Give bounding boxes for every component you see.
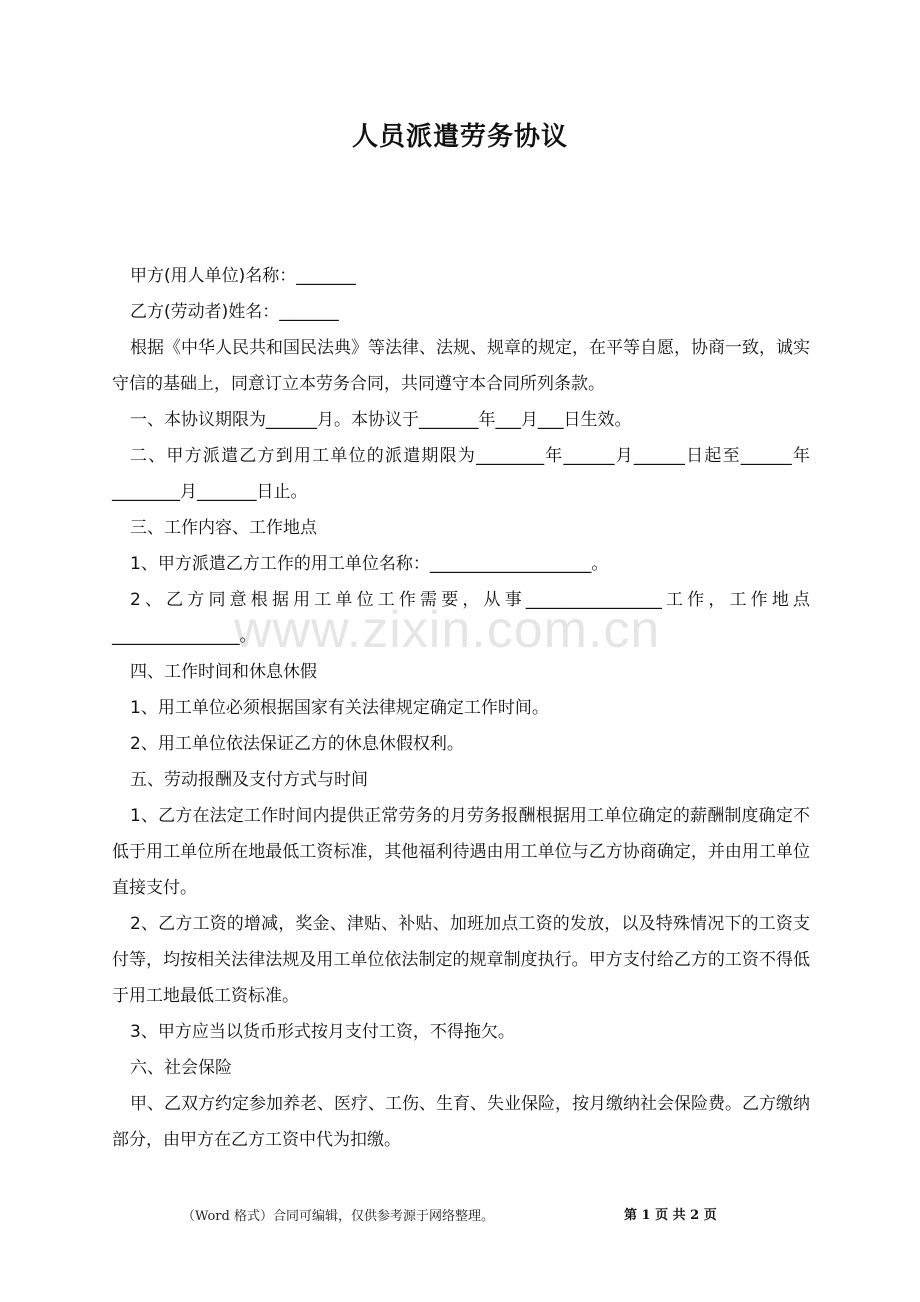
paragraph-term: 一、本协议期限为______月。本协议于_______年___月___日生效。 xyxy=(130,410,632,430)
document-body xyxy=(112,258,810,1158)
footer-note: （Word 格式）合同可编辑，仅供参考源于网络整理。 xyxy=(182,1209,494,1224)
section-heading-5: 五、劳动报酬及支付方式与时间 xyxy=(130,770,368,790)
paragraph-3-2: 2、乙方同意根据用工单位工作需要，从事________________工作，工作地点_______________。 xyxy=(112,590,810,646)
paragraph-5-2: 2、乙方工资的增减，奖金、津贴、补贴、加班加点工资的发放，以及特殊情况下的工资支付等，均按相关法律法规及用工单位依法制定的规章制度执行。甲方支付给乙方的工资不得低于用工地最低工资标准。 xyxy=(112,914,810,1006)
document-title: 人员派遣劳务协议 xyxy=(351,122,568,152)
paragraph-3-1: 1、甲方派遣乙方工作的用工单位名称：___________________。 xyxy=(130,554,609,574)
paragraph-preamble: 根据《中华人民共和国民法典》等法律、法规、规章的规定，在平等自愿，协商一致，诚实守信的基础上，同意订立本劳务合同，共同遵守本合同所列条款。 xyxy=(112,338,810,394)
paragraph-party-a: 甲方(用人单位)名称：_______ xyxy=(130,266,356,286)
paragraph-5-1: 1、乙方在法定工作时间内提供正常劳务的月劳务报酬根据用工单位确定的薪酬制度确定不低于用工单位所在地最低工资标准，其他福利待遇由用工单位与乙方协商确定，并由用工单位直接支付。 xyxy=(112,806,810,898)
section-heading-4: 四、工作时间和休息休假 xyxy=(130,662,317,682)
paragraph-6-1: 甲、乙双方约定参加养老、医疗、工伤、生育、失业保险，按月缴纳社会保险费。乙方缴纳部分，由甲方在乙方工资中代为扣缴。 xyxy=(112,1094,810,1150)
section-heading-6: 六、社会保险 xyxy=(130,1058,232,1078)
paragraph-4-2: 2、用工单位依法保证乙方的休息休假权利。 xyxy=(130,734,464,754)
paragraph-5-3: 3、甲方应当以货币形式按月支付工资，不得拖欠。 xyxy=(130,1022,515,1042)
paragraph-4-1: 1、用工单位必须根据国家有关法律规定确定工作时间。 xyxy=(130,698,549,718)
page-number: 第 1 页 共 2 页 xyxy=(624,1208,717,1223)
paragraph-party-b: 乙方(劳动者)姓名：_______ xyxy=(130,302,339,322)
section-heading-3: 三、工作内容、工作地点 xyxy=(130,518,317,538)
paragraph-dispatch-period: 二、甲方派遣乙方到用工单位的派遣期限为________年______月______日起至______年________月_______日止。 xyxy=(112,446,810,502)
watermark: www.zixin.com.cn xyxy=(234,601,661,659)
